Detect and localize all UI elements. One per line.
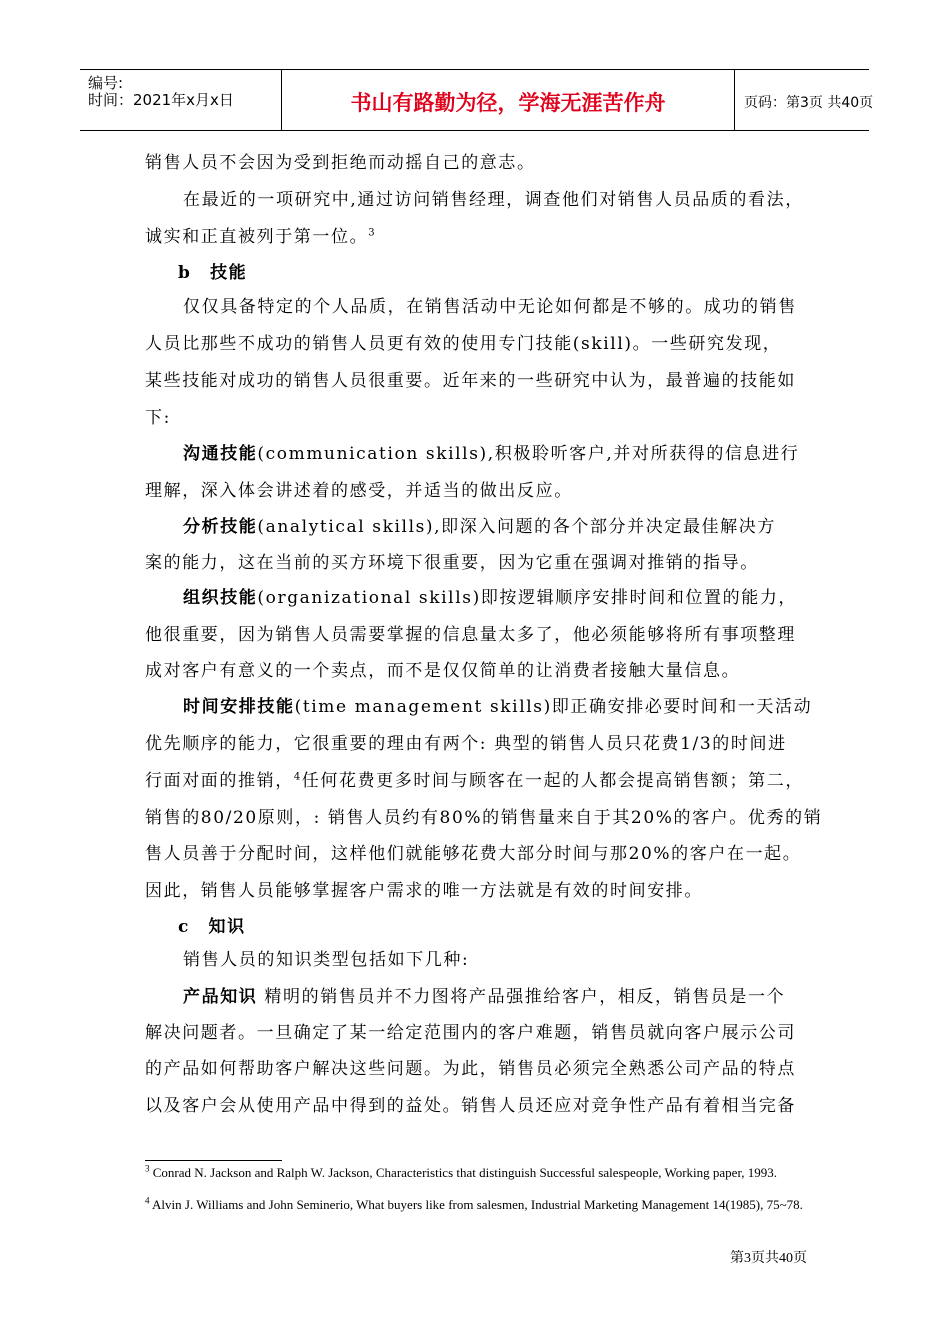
page-header	[80, 69, 874, 131]
text-line	[183, 443, 799, 465]
text-line: 成对客户有意义的一个卖点，而不是仅仅简单的让消费者接触大量信息。	[145, 661, 741, 681]
text-line: 在最近的一项研究中,通过访问销售经理，调查他们对销售人员品质的看法，	[183, 190, 804, 210]
text-span: 任何花费更多时间与顾客在一起的人都会提高销售额；第二，	[301, 771, 804, 791]
text-span: (communication skills),积极聆听客户,并对所获得的信息进行	[257, 444, 800, 464]
text-line: 因此，销售人员能够掌握客户需求的唯一方法就是有效的时间安排。	[145, 881, 703, 901]
text-span: 诚实和正直被列于第一位。	[145, 227, 369, 247]
header-meta-cell	[80, 70, 281, 130]
footnote	[145, 1165, 815, 1181]
section-heading-skills: b 技能	[178, 263, 248, 283]
text-span: (organizational skills)即按逻辑顺序安排时间和位置的能力，	[257, 588, 798, 608]
footer-page-number: 第3页共40页	[730, 1251, 807, 1266]
header-motto-cell	[281, 70, 735, 130]
text-line	[145, 770, 804, 792]
text-line: 下:	[145, 408, 171, 428]
header-page-number: 页码：第3页 共40页	[744, 95, 874, 111]
text-line: 仅仅具备特定的个人品质，在销售活动中无论如何都是不够的。成功的销售	[183, 297, 797, 317]
text-line: 以及客户会从使用产品中得到的益处。销售人员还应对竞争性产品有着相当完备	[145, 1096, 796, 1116]
text-line: 解决问题者。一旦确定了某一给定范围内的客户难题，销售员就向客户展示公司	[145, 1023, 796, 1043]
text-line: 人员比那些不成功的销售人员更有效的使用专门技能(skill)。一些研究发现，	[145, 334, 782, 354]
text-span: 精明的销售员并不力图将产品强推给客户，相反，销售员是一个	[257, 987, 786, 1007]
footnote-number: 4	[145, 1195, 150, 1206]
term-communication: 沟通技能	[183, 444, 258, 464]
text-span: (analytical skills),即深入问题的各个部分并决定最佳解决方	[257, 517, 776, 537]
header-page-cell	[734, 70, 874, 130]
text-line	[183, 986, 785, 1008]
footnote-ref: 4	[293, 771, 302, 783]
term-analytical: 分析技能	[183, 517, 258, 537]
text-span: (time management skills)即正确安排必要时间和一天活动	[294, 697, 813, 717]
header-motto: 书山有路勤为径，学海无涯苦作舟	[350, 91, 666, 115]
section-heading-knowledge: c 知识	[178, 917, 246, 937]
text-line	[183, 696, 812, 718]
text-line	[145, 226, 376, 248]
text-line	[183, 516, 776, 538]
term-time-management: 时间安排技能	[183, 697, 295, 717]
text-line: 某些技能对成功的销售人员很重要。近年来的一些研究中认为，最普遍的技能如	[145, 371, 796, 391]
text-line: 案的能力，这在当前的买方环境下很重要，因为它重在强调对推销的指导。	[145, 553, 759, 573]
text-line: 销售人员不会因为受到拒绝而动摇自己的意志。	[145, 153, 536, 173]
text-span: 行面对面的推销，	[145, 771, 294, 791]
text-line: 售人员善于分配时间，这样他们就能够花费大部分时间与那20%的客户在一起。	[145, 844, 802, 864]
text-line: 销售人员的知识类型包括如下几种:	[183, 950, 470, 970]
document-code-label: 编号:	[88, 74, 124, 92]
footnote-ref: 3	[368, 227, 377, 239]
text-line	[183, 587, 797, 609]
footnote-text: Alvin J. Williams and John Seminerio, What buyers like from salesmen, Industrial Marketing Management 14(1985), 75~78.	[152, 1197, 803, 1212]
text-line: 他很重要，因为销售人员需要掌握的信息量太多了，他必须能够将所有事项整理	[145, 625, 796, 645]
term-product-knowledge: 产品知识	[183, 987, 258, 1007]
footnote-text: Conrad N. Jackson and Ralph W. Jackson, Characteristics that distinguish Successful salespeople, Working paper, 1993.	[152, 1165, 777, 1180]
footnote	[145, 1197, 815, 1213]
footnote-separator	[145, 1160, 282, 1161]
document-time-label: 时间：2021年x月x日	[88, 91, 234, 109]
text-line: 理解，深入体会讲述着的感受，并适当的做出反应。	[145, 481, 573, 501]
text-line: 销售的80/20原则，: 销售人员约有80%的销售量来自于其20%的客户。优秀的销	[145, 808, 823, 828]
text-line: 优先顺序的能力，它很重要的理由有两个: 典型的销售人员只花费1/3的时间进	[145, 734, 787, 754]
text-line: 的产品如何帮助客户解决这些问题。为此，销售员必须完全熟悉公司产品的特点	[145, 1059, 796, 1079]
term-organizational: 组织技能	[183, 588, 258, 608]
footnote-number: 3	[145, 1163, 150, 1174]
